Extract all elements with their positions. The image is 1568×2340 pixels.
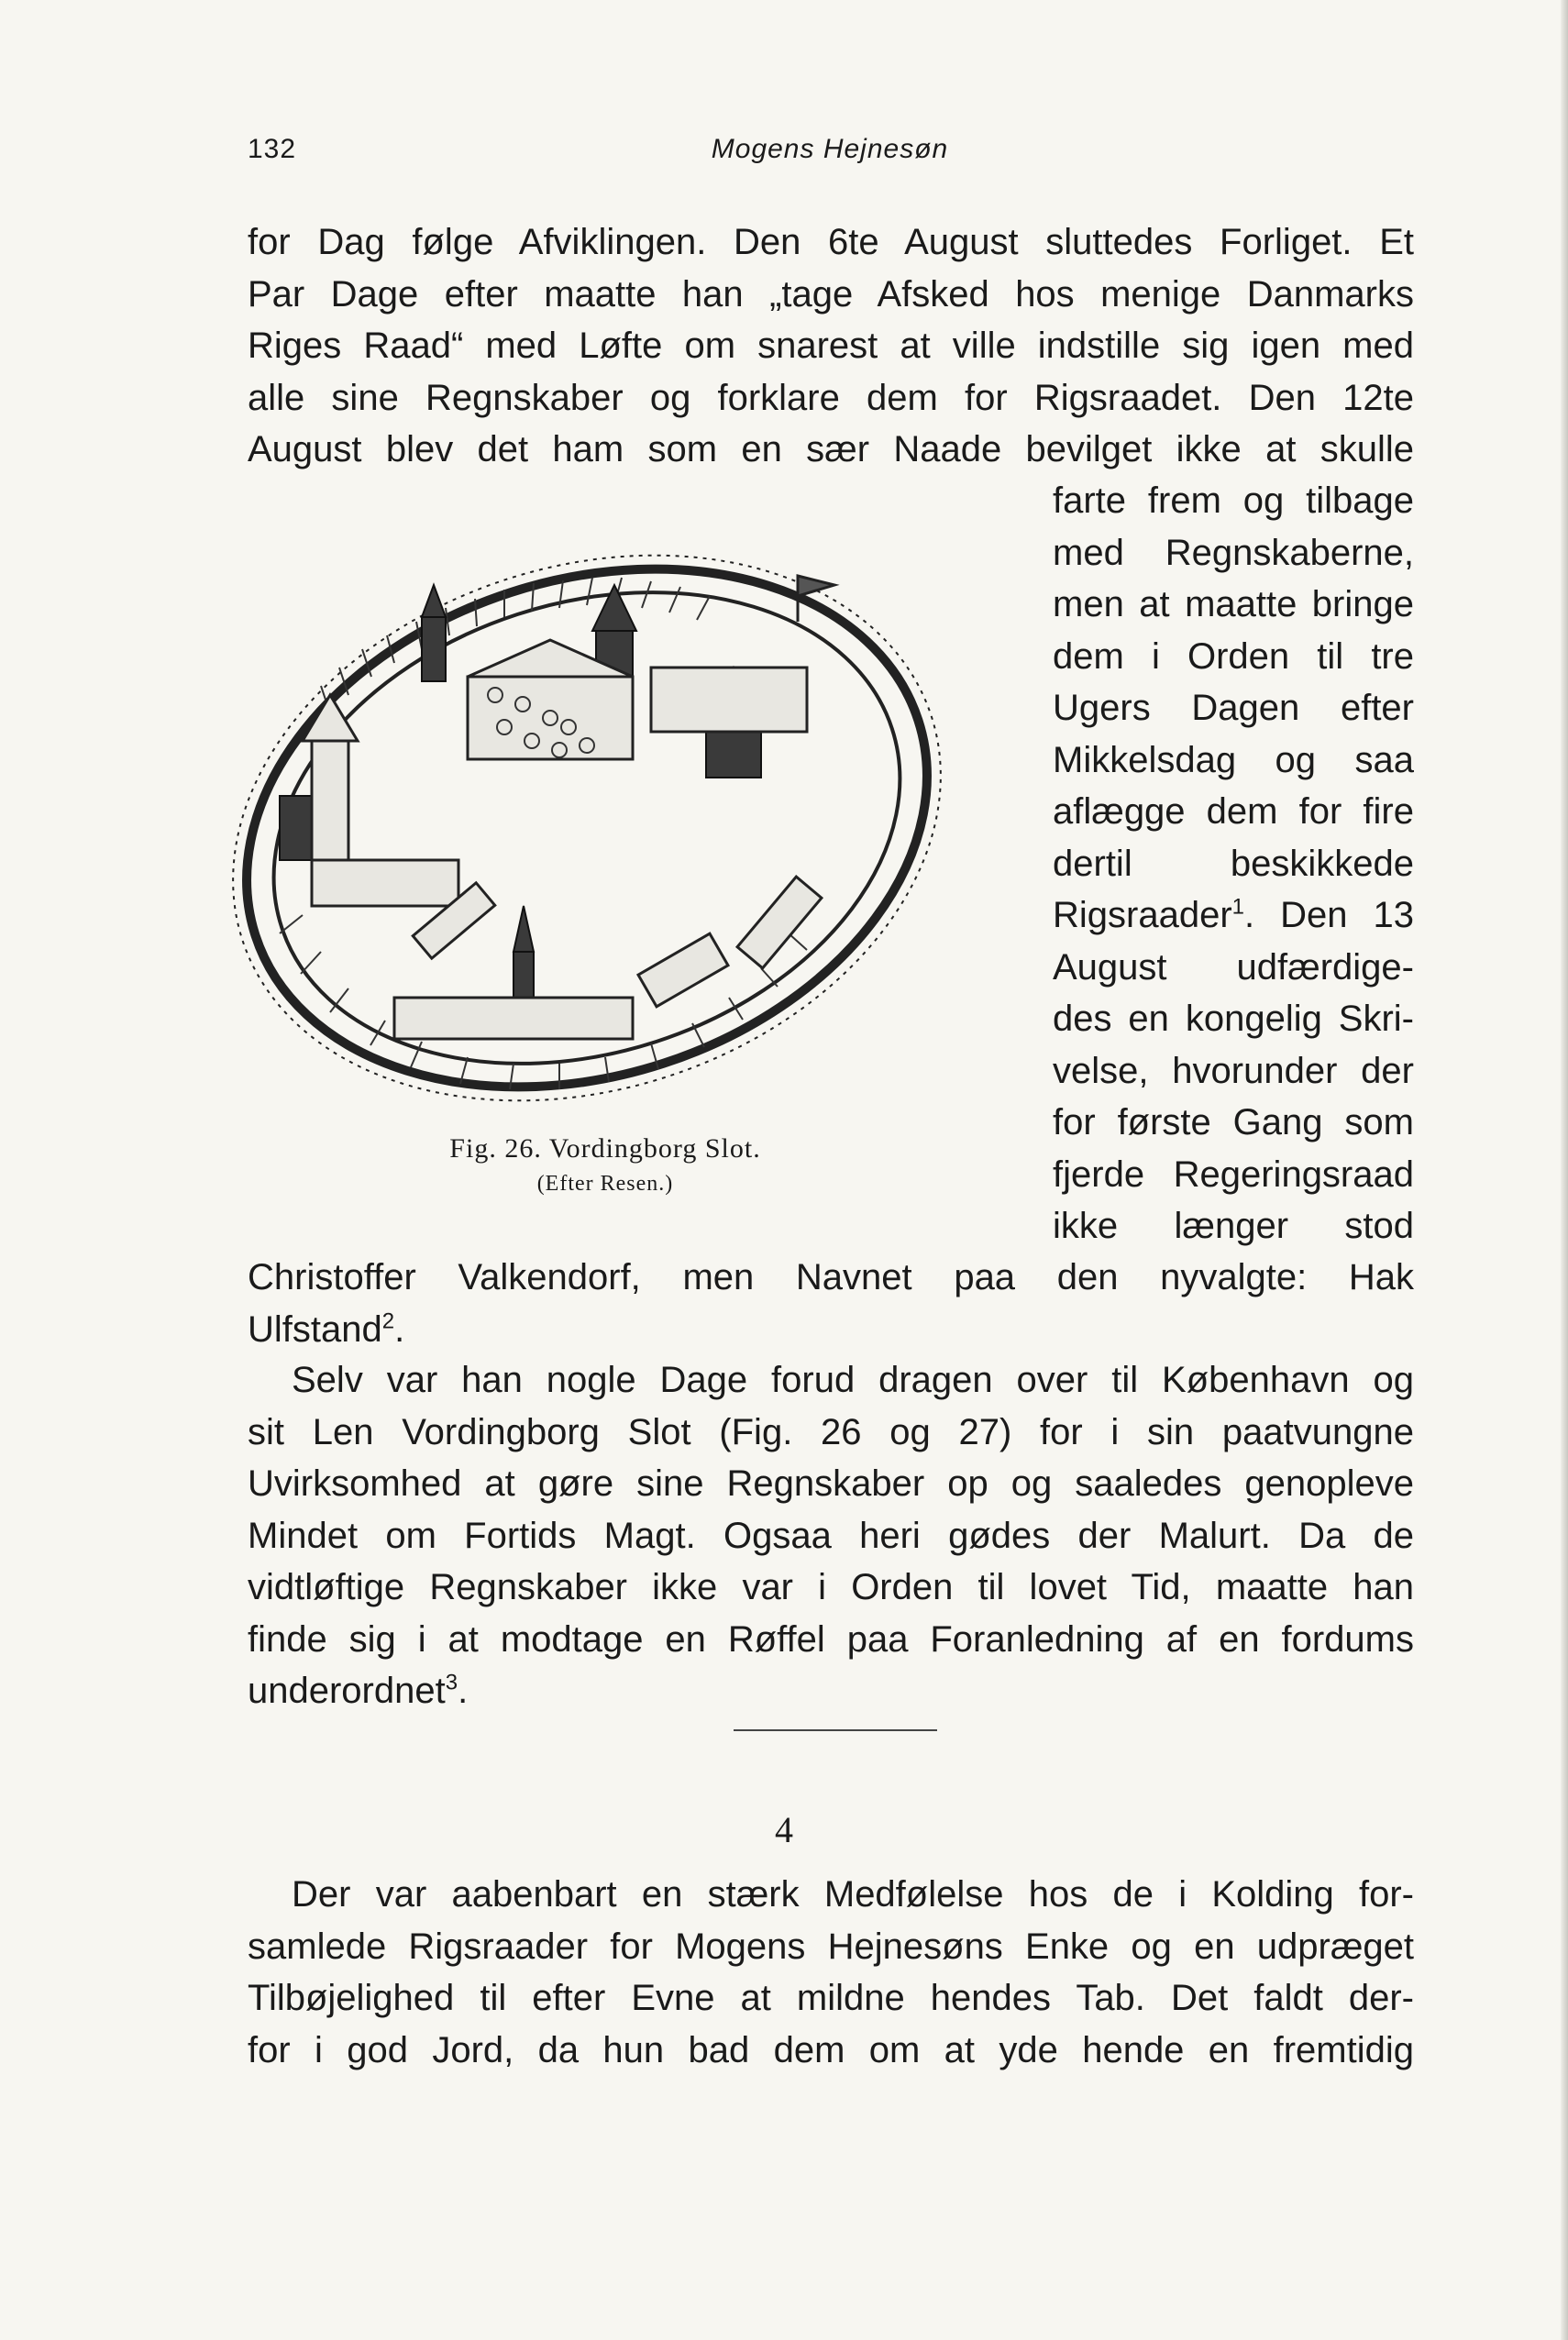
text-line: finde sig i at modtage en Røffel paa Foranledning af en fordums	[248, 1618, 1414, 1660]
text-line: Par Dage efter maatte han „tage Afsked hos menige Danmarks	[248, 273, 1414, 315]
text-line: ikke længer stod	[1053, 1206, 1414, 1246]
caption-source: (Efter Resen.)	[536, 1172, 674, 1196]
footnote-ref-2[interactable]: 2	[381, 1308, 395, 1334]
text-line: Mikkelsdag og saa	[1053, 739, 1414, 780]
page-edge	[1561, 0, 1568, 2340]
section-divider	[734, 1729, 937, 1731]
text-fragment: Rigsraader	[1053, 895, 1232, 935]
text-line: Uvirksomhed at gøre sine Regnskaber op og saaledes genopleve	[248, 1463, 1414, 1504]
figure-caption	[385, 1133, 825, 1197]
text-line: Mindet om Fortids Magt. Ogsaa heri gødes der Malurt. Da de	[248, 1515, 1414, 1556]
paragraph-1-end	[248, 1252, 1414, 1355]
paragraph-3	[248, 1869, 1414, 2076]
page-number: 132	[248, 134, 297, 164]
footnote-ref-1[interactable]: 1	[1231, 894, 1245, 920]
text-line: sit Len Vordingborg Slot (Fig. 26 og 27) for i sin paatvungne	[248, 1411, 1414, 1452]
text-line: dertil beskikkede	[1053, 843, 1414, 884]
paragraph-1-narrow-column	[1053, 475, 1414, 1253]
castle-illustration	[193, 521, 999, 1117]
text-line: Selv var han nogle Dage forud dragen over til København og	[292, 1360, 1414, 1400]
text-line	[248, 1665, 1414, 1717]
text-line: velse, hvorunder der	[1053, 1050, 1414, 1091]
text-line: Der var aabenbart en stærk Medfølelse hos de i Kolding for-	[292, 1874, 1414, 1915]
text-line: men at maatte bringe	[1053, 584, 1414, 624]
figure-vordingborg-slot	[193, 521, 999, 1117]
text-fragment: .	[458, 1671, 469, 1711]
caption-title: Fig. 26. Vordingborg Slot.	[449, 1133, 761, 1164]
text-line: farte frem og tilbage	[1053, 480, 1414, 521]
text-line: aflægge dem for fire	[1053, 791, 1414, 832]
text-line: for første Gang som	[1053, 1102, 1414, 1142]
text-fragment: .	[394, 1308, 405, 1350]
text-line: fjerde Regeringsraad	[1053, 1153, 1414, 1195]
text-line: August blev det ham som en sær Naade bevilget ikke at skulle	[248, 429, 1414, 469]
text-line: dem i Orden til tre	[1053, 635, 1414, 677]
running-title: Mogens Hejnesøn	[711, 134, 949, 164]
paragraph-2	[248, 1354, 1414, 1717]
text-line: vidtløftige Regnskaber ikke var i Orden til lovet Tid, maatte han	[248, 1567, 1414, 1607]
text-line: August udfærdige-	[1053, 946, 1414, 988]
text-line: des en kongelig Skri-	[1053, 999, 1414, 1039]
text-fragment: Ulfstand	[248, 1308, 382, 1350]
page-header	[248, 134, 1412, 171]
footnote-ref-3[interactable]: 3	[445, 1670, 458, 1695]
text-line: Riges Raad“ med Løfte om snarest at ville indstille sig igen med	[248, 326, 1414, 366]
text-line: alle sine Regnskaber og forklare dem for Rigsraadet. Den 12te	[248, 377, 1414, 418]
text-line: for Dag følge Afviklingen. Den 6te August sluttedes Forliget. Et	[248, 222, 1414, 262]
text-line: Christoffer Valkendorf, men Navnet paa den nyvalgte: Hak	[248, 1257, 1414, 1297]
text-line: med Regnskaberne,	[1053, 532, 1414, 573]
text-line: samlede Rigsraader for Mogens Hejnesøns Enke og en udpræget	[248, 1926, 1414, 1967]
text-line: Tilbøjelighed til efter Evne at mildne hendes Tab. Det faldt der-	[248, 1978, 1414, 2018]
text-line: Ugers Dagen efter	[1053, 688, 1414, 728]
section-number: 4	[775, 1809, 793, 1850]
text-line: for i god Jord, da hun bad dem om at yde hende en fremtidig	[248, 2029, 1414, 2070]
text-line	[1053, 889, 1414, 942]
paragraph-1-full-width	[248, 216, 1414, 476]
text-fragment: . Den 13	[1244, 895, 1414, 935]
text-fragment: underordnet	[248, 1671, 446, 1711]
text-line	[248, 1304, 1414, 1356]
